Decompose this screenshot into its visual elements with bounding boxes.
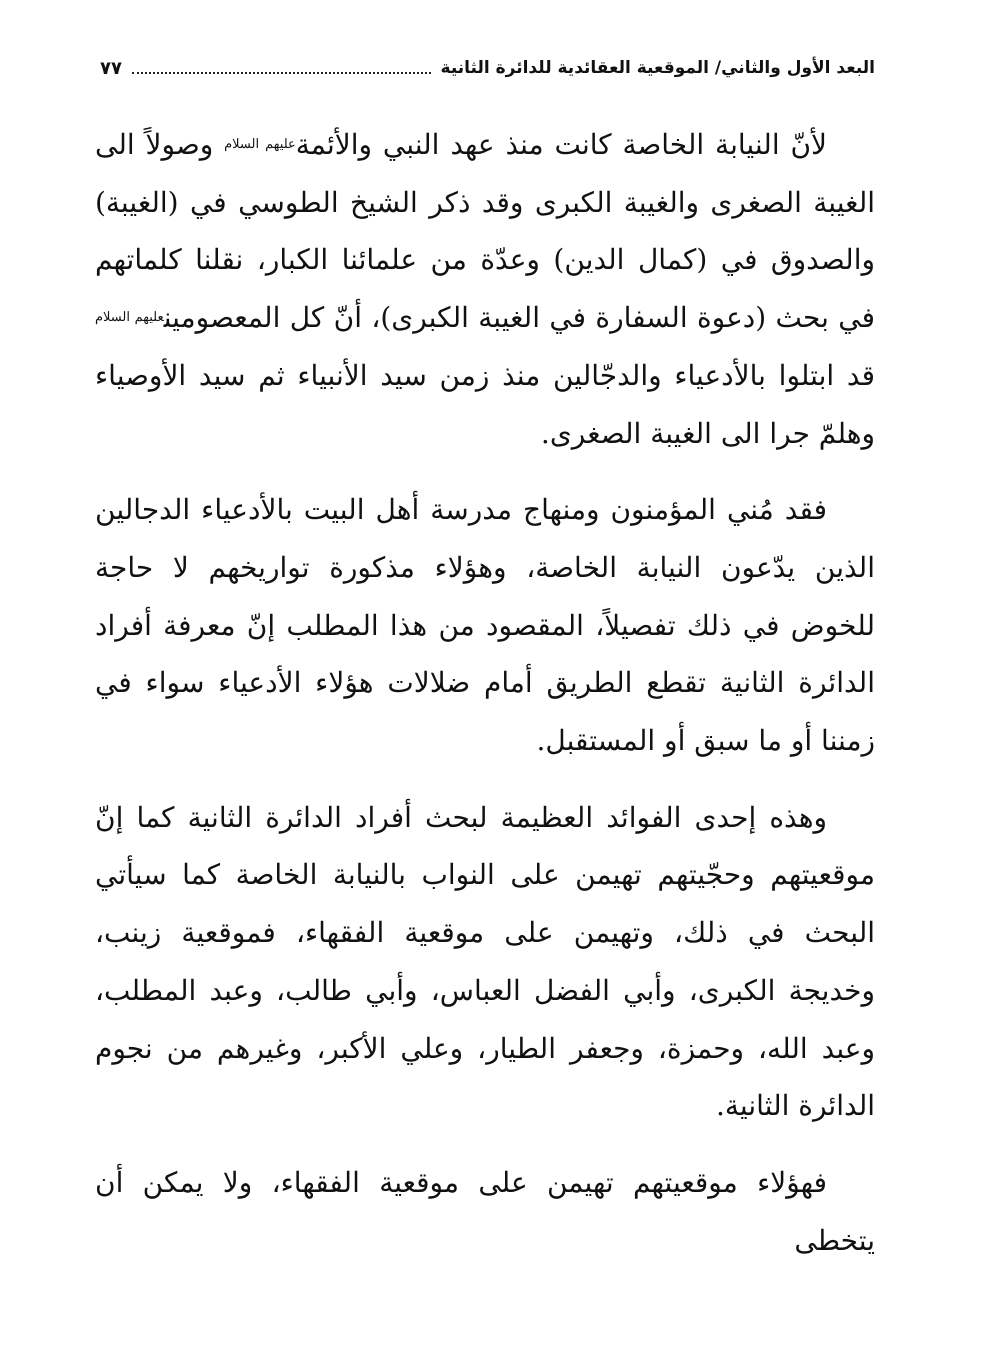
paragraph-4: فهؤلاء موقعيتهم تهيمن على موقعية الفقهاء، ولا يمكن أن يتخطى [95, 1165, 875, 1257]
honorific-symbol: عليهم السلام [95, 310, 164, 326]
dot-leader [132, 72, 431, 74]
body-text [95, 116, 875, 1269]
running-header [100, 50, 875, 86]
running-title: البعد الأول والثاني/ الموقعية العقائدية للدائرة الثانية [440, 58, 875, 78]
paragraph-1-text-end: قد ابتلوا بالأدعياء والدجّالين منذ زمن سيد الأنبياء ثم سيد الأوصياء وهلمّ جرا الى الغيبة الصغرى. [95, 358, 875, 450]
honorific-symbol: عليهم السلام [224, 137, 296, 152]
paragraph-1 [95, 116, 875, 462]
page-number: ٧٧ [100, 57, 122, 79]
paragraph-3: وهذه إحدى الفوائد العظيمة لبحث أفراد الدائرة الثانية كما إنّ موقعيتهم وحجّيتهم تهيمن على النواب بالنيابة الخاصة كما سيأتي البحث في ذلك، وتهيمن على موقعية الفقهاء، فموقعية زينب، وخديجة الكبرى، وأبي الفضل العباس، وأبي طالب، وعبد المطلب، وعبد الله، وحمزة، وجعفر الطيار، وعلي الأكبر، وغيرهم من نجوم الدائرة الثانية. [95, 800, 875, 1123]
paragraph-2: فقد مُني المؤمنون ومنهاج مدرسة أهل البيت بالأدعياء الدجالين الذين يدّعون النيابة الخاصة، وهؤلاء مذكورة تواريخهم لا حاجة للخوض في ذلك تفصيلاً، المقصود من هذا المطلب إنّ معرفة أفراد الدائرة الثانية تقطع الطريق أمام ضلالات هؤلاء الأدعياء سواء في زمننا أو ما سبق أو المستقبل. [95, 493, 875, 758]
paragraph-1-text-middle: وصولاً الى الغيبة الصغرى والغيبة الكبرى وقد ذكر الشيخ الطوسي في (الغيبة) والصدوق في (كمال الدين) وعدّة من علمائنا الكبار، نقلنا كلماتهم في بحث (دعوة السفارة في الغيبة الكبرى)، أنّ كل المعصومين [95, 128, 876, 335]
paragraph-1-text-start: لأنّ النيابة الخاصة كانت منذ عهد النبي والأئمة [295, 128, 827, 161]
